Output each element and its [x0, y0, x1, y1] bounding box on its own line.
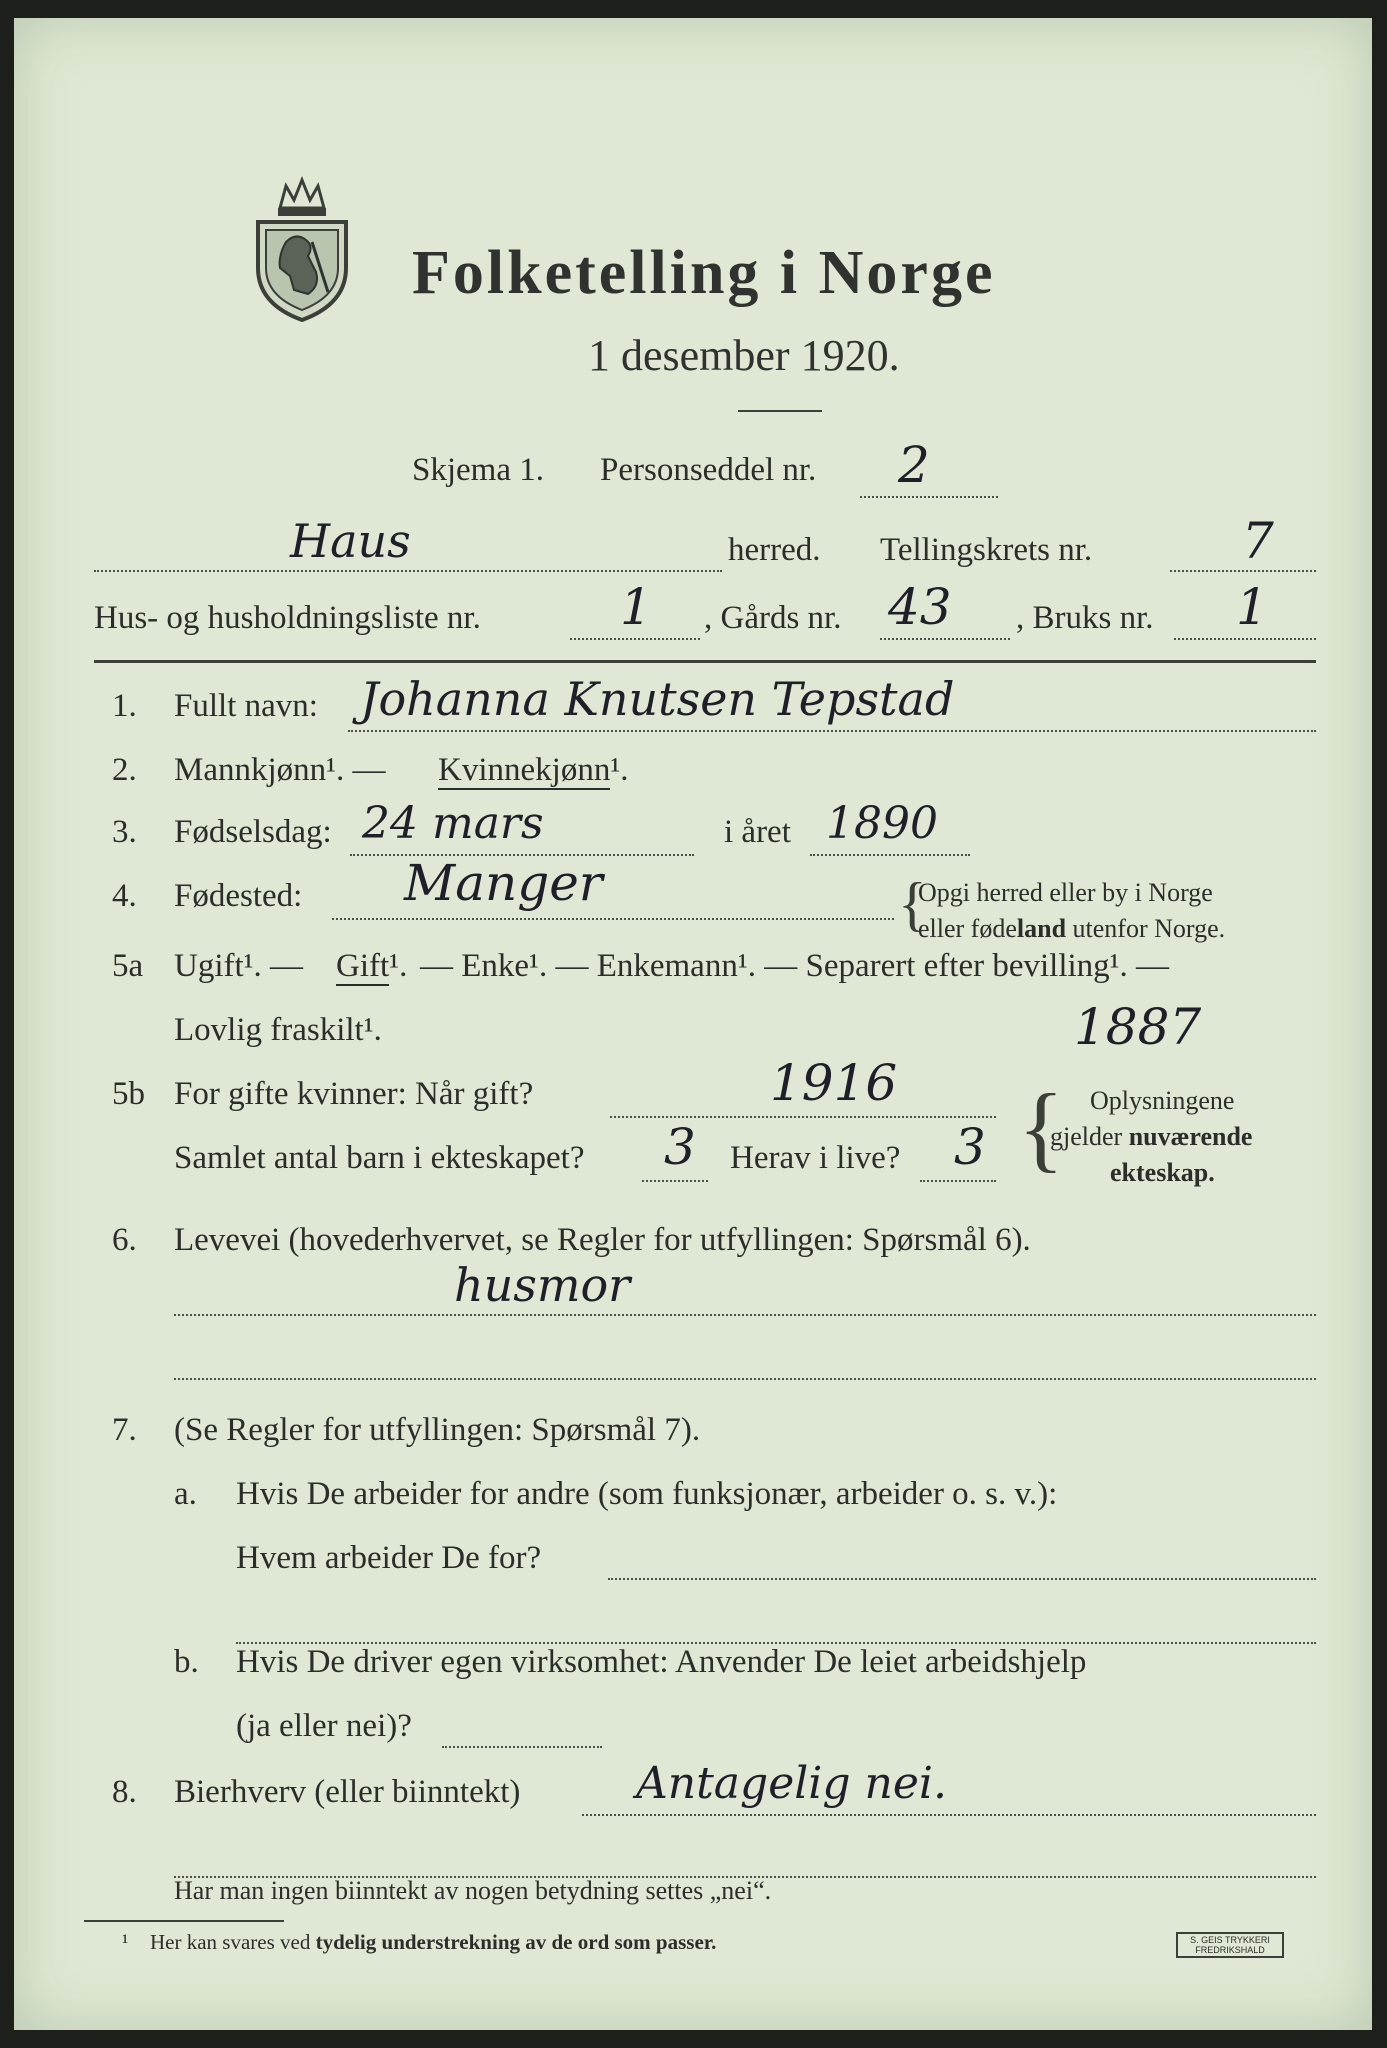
- children-line: [642, 1180, 708, 1182]
- tellingskrets-line: [1170, 570, 1316, 572]
- footnote-rule: [84, 1920, 284, 1922]
- printer-stamp-1: S. GEIS TRYKKERI: [1190, 1935, 1270, 1945]
- herred-value[interactable]: Haus: [290, 514, 411, 568]
- q8-number: 8.: [112, 1774, 137, 1810]
- birthplace-note-2c: utenfor Norge.: [1066, 914, 1226, 943]
- alive-line: [920, 1180, 996, 1182]
- margin-note-value: 1887: [1074, 998, 1202, 1056]
- marriage-note-2b: nuværende: [1128, 1122, 1253, 1151]
- marriage-note-2: [1050, 1122, 1252, 1152]
- married-option-sup: ¹.: [389, 948, 408, 984]
- herred-label: herred.: [728, 532, 821, 568]
- side-income-value[interactable]: Antagelig nei.: [636, 1758, 947, 1809]
- alive-label: Herav i live?: [730, 1140, 901, 1176]
- bruks-label: , Bruks nr.: [1016, 600, 1154, 636]
- gards-value[interactable]: 43: [888, 578, 952, 636]
- marriage-brace: {: [1018, 1074, 1065, 1181]
- schema-label: Skjema 1.: [412, 452, 544, 488]
- children-value[interactable]: 3: [664, 1118, 696, 1176]
- q7b-label: Hvis De driver egen virksomhet: Anvender De leiet arbeidshjelp: [236, 1644, 1087, 1680]
- gards-line: [880, 638, 1010, 640]
- birth-year-label: i året: [724, 814, 791, 850]
- bruks-line: [1174, 638, 1316, 640]
- occupation-value[interactable]: husmor: [454, 1258, 631, 1312]
- husliste-line: [570, 638, 700, 640]
- q7a-letter: a.: [174, 1476, 197, 1512]
- unmarried-option[interactable]: Ugift¹. —: [174, 948, 304, 984]
- q8-label: Bierhverv (eller biinntekt): [174, 1774, 521, 1810]
- birthplace-note-1: Opgi herred eller by i Norge: [918, 878, 1213, 907]
- married-option[interactable]: [336, 948, 407, 985]
- birthplace-line: [332, 918, 894, 920]
- occupation-line-1: [174, 1314, 1316, 1316]
- q7-label: (Se Regler for utfyllingen: Spørsmål 7).: [174, 1412, 701, 1448]
- q1-line: [348, 730, 1316, 732]
- q1-number: 1.: [112, 688, 137, 724]
- herred-line: [94, 570, 722, 572]
- personseddel-label: Personseddel nr.: [600, 452, 817, 488]
- q1-label: Fullt navn:: [174, 688, 318, 724]
- form-title: Folketelling i Norge: [412, 239, 996, 307]
- q4-label: Fødested:: [174, 878, 303, 914]
- gards-label: , Gårds nr.: [704, 600, 842, 636]
- husliste-value[interactable]: 1: [620, 578, 652, 636]
- birthplace-value[interactable]: Manger: [404, 854, 603, 912]
- tellingskrets-label: Tellingskrets nr.: [880, 532, 1093, 568]
- tellingskrets-value[interactable]: 7: [1242, 512, 1274, 570]
- husliste-label: Hus- og husholdningsliste nr.: [94, 600, 481, 636]
- occupation-line-2: [174, 1378, 1316, 1380]
- q7-number: 7.: [112, 1412, 137, 1448]
- q2-number: 2.: [112, 752, 137, 788]
- female-option[interactable]: [438, 752, 628, 789]
- q7b-letter: b.: [174, 1644, 199, 1680]
- q3-label: Fødselsdag:: [174, 814, 332, 850]
- marriage-note-1: Oplysningene: [1090, 1086, 1235, 1115]
- footnote: [150, 1930, 716, 1955]
- footnote-mark: ¹: [122, 1930, 129, 1954]
- footnote-b: tydelig understrekning av de ord som passer.: [315, 1930, 717, 1954]
- divorced-option[interactable]: Lovlig fraskilt¹.: [174, 1012, 382, 1048]
- q6-label: Levevei (hovederhvervet, se Regler for utfyllingen: Spørsmål 6).: [174, 1222, 1031, 1258]
- q5b-label: For gifte kvinner: Når gift?: [174, 1076, 534, 1112]
- marital-other-options[interactable]: — Enke¹. — Enkemann¹. — Separert efter bevilling¹. —: [420, 948, 1170, 984]
- bruks-value[interactable]: 1: [1236, 578, 1268, 636]
- birthplace-note-2a: eller føde: [918, 914, 1017, 943]
- side-income-line: [582, 1814, 1316, 1816]
- married-option-text: Gift: [336, 948, 390, 984]
- birthplace-note-2b: land: [1016, 914, 1067, 943]
- q7a-label: Hvis De arbeider for andre (som funksjonær, arbeider o. s. v.):: [236, 1476, 1058, 1512]
- employer-line-1[interactable]: [608, 1578, 1316, 1580]
- coat-of-arms-icon: [250, 172, 354, 322]
- q7b-sub: (ja eller nei)?: [236, 1708, 412, 1744]
- birth-year-value[interactable]: 1890: [826, 798, 938, 849]
- personseddel-value[interactable]: 2: [898, 436, 930, 494]
- female-option-text: Kvinnekjønn: [438, 752, 611, 788]
- side-income-note: Har man ingen biinntekt av nogen betydning settes „nei“.: [174, 1876, 772, 1905]
- birthday-value[interactable]: 24 mars: [362, 798, 544, 849]
- marriage-note-2a: gjelder: [1050, 1122, 1129, 1151]
- alive-value[interactable]: 3: [954, 1118, 986, 1176]
- title-divider: [738, 410, 822, 412]
- personseddel-line: [860, 496, 998, 498]
- male-option[interactable]: Mannkjønn¹. —: [174, 752, 386, 788]
- q4-number: 4.: [112, 878, 137, 914]
- census-form: [14, 18, 1372, 2030]
- marriage-note-3: ekteskap.: [1110, 1158, 1215, 1187]
- q6-number: 6.: [112, 1222, 137, 1258]
- q7a-sub: Hvem arbeider De for?: [236, 1540, 542, 1576]
- q5a-number: 5a: [112, 948, 144, 984]
- printer-stamp: [1176, 1932, 1284, 1958]
- birth-year-line: [810, 854, 970, 856]
- q5b-number: 5b: [112, 1076, 145, 1112]
- footnote-a: Her kan svares ved: [150, 1930, 316, 1954]
- children-label: Samlet antal barn i ekteskapet?: [174, 1140, 585, 1176]
- full-name-value[interactable]: Johanna Knutsen Tepstad: [360, 672, 955, 726]
- birthplace-note-2: [918, 914, 1225, 944]
- census-date: 1 desember 1920.: [588, 331, 900, 380]
- q3-number: 3.: [112, 814, 137, 850]
- birthplace-brace: {: [898, 871, 927, 937]
- hired-help-line[interactable]: [442, 1746, 602, 1748]
- marriage-year-value[interactable]: 1916: [770, 1054, 898, 1112]
- female-option-sup: ¹.: [610, 752, 629, 788]
- printer-stamp-2: FREDRIKSHALD: [1195, 1945, 1265, 1955]
- header-divider: [94, 660, 1316, 663]
